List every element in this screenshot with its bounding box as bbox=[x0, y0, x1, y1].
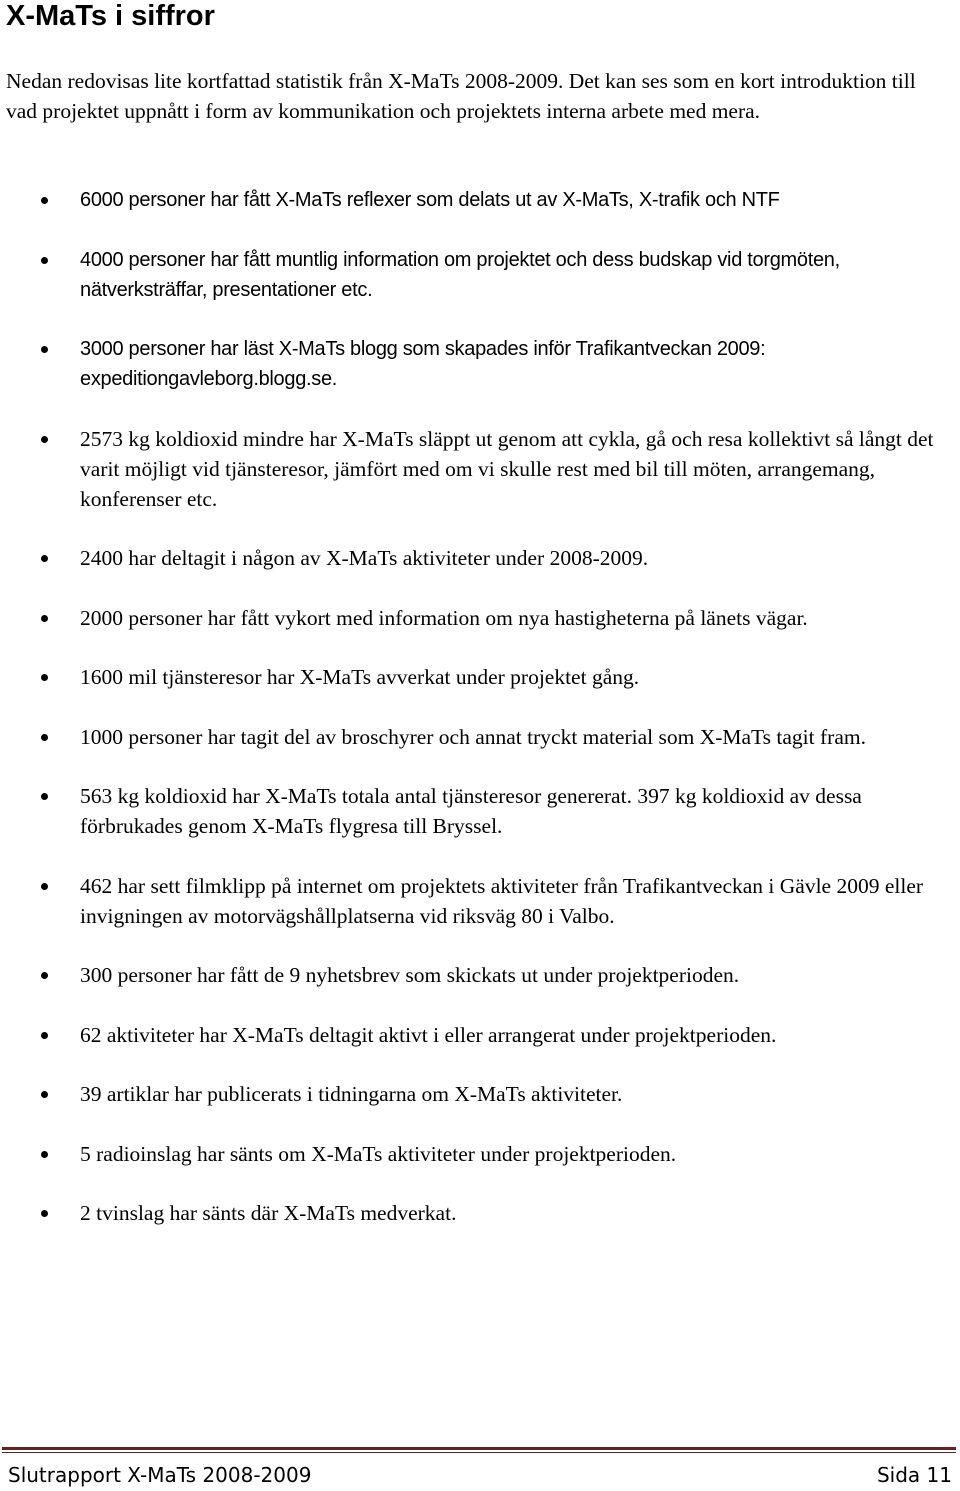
bullet-icon bbox=[41, 555, 48, 562]
list-item-text: 563 kg koldioxid har X-MaTs totala antal tjänsteresor genererat. 397 kg koldioxid av dessa förbrukades genom X-MaTs flygresa till Bryssel. bbox=[80, 784, 862, 838]
list-item-text: 2400 har deltagit i någon av X-MaTs aktiviteter under 2008-2009. bbox=[80, 546, 649, 570]
bullet-icon bbox=[41, 793, 48, 800]
bullet-icon bbox=[41, 1151, 48, 1158]
list-item-text: 1600 mil tjänsteresor har X-MaTs avverkat under projektet gång. bbox=[80, 665, 640, 689]
list-item-text: 2000 personer har fått vykort med information om nya hastigheterna på länets vägar. bbox=[80, 605, 808, 630]
bullet-icon bbox=[41, 197, 48, 204]
list-item-text: 5 radioinslag har sänts om X-MaTs aktiviteter under projektperioden. bbox=[80, 1141, 677, 1166]
list-item-text: 3000 personer har läst X-MaTs blogg som skapades inför Trafikantveckan 2009: expeditiongavleborg.blogg.se. bbox=[80, 338, 766, 390]
list-item bbox=[0, 781, 960, 841]
list-item bbox=[0, 871, 960, 931]
list-item-text: 2573 kg koldioxid mindre har X-MaTs släppt ut genom att cykla, gå och resa kollektivt så långt det varit möjligt vid tjänsteresor, jämfört med om vi skulle rest med bil till möten, arrangemang, konferenser etc. bbox=[80, 426, 934, 511]
footer-divider bbox=[2, 1447, 956, 1450]
bullet-icon bbox=[41, 1091, 48, 1098]
list-item bbox=[0, 543, 960, 573]
list-item-text: 2 tvinslag har sänts där X-MaTs medverkat. bbox=[80, 1201, 457, 1225]
list-item bbox=[0, 603, 960, 633]
bullet-icon bbox=[41, 436, 48, 443]
statistics-list bbox=[0, 185, 960, 1258]
list-item-text: 4000 personer har fått muntlig information om projektet och dess budskap vid torgmöten, nätverksträffar, presentationer etc. bbox=[80, 248, 840, 301]
list-item bbox=[0, 722, 960, 752]
bullet-icon bbox=[41, 674, 48, 681]
list-item bbox=[0, 424, 960, 514]
list-item bbox=[0, 185, 960, 215]
intro-paragraph: Nedan redovisas lite kortfattad statistik från X-MaTs 2008-2009. Det kan ses som en kort introduktion till vad projektet uppnått i form av kommunikation och projektets interna arbete med mera. bbox=[6, 69, 916, 123]
list-item-text: 62 aktiviteter har X-MaTs deltagit aktivt i eller arrangerat under projektperioden. bbox=[80, 1022, 777, 1047]
bullet-icon bbox=[41, 734, 48, 741]
list-item bbox=[0, 1079, 960, 1109]
footer-divider-thin bbox=[2, 1452, 956, 1453]
list-item bbox=[0, 1139, 960, 1169]
bullet-icon bbox=[41, 257, 48, 264]
bullet-icon bbox=[41, 1210, 48, 1217]
list-item-text: 6000 personer har fått X-MaTs reflexer som delats ut av X-MaTs, X-trafik och NTF bbox=[80, 189, 780, 211]
bullet-icon bbox=[41, 883, 48, 890]
list-item-text: 1000 personer har tagit del av broschyrer och annat tryckt material som X-MaTs tagit fram. bbox=[80, 724, 866, 749]
list-item-text: 462 har sett filmklipp på internet om projektets aktiviteter från Trafikantveckan i Gävle 2009 eller invigningen av motorvägshållplatserna vid riksväg 80 i Valbo. bbox=[80, 873, 924, 928]
list-item bbox=[0, 662, 960, 692]
bullet-icon bbox=[41, 1032, 48, 1039]
page-title: X-MaTs i siffror bbox=[6, 0, 215, 32]
list-item bbox=[0, 245, 960, 305]
footer-page-number: Sida 11 bbox=[876, 1463, 952, 1487]
list-item bbox=[0, 960, 960, 990]
list-item bbox=[0, 1020, 960, 1050]
bullet-icon bbox=[41, 346, 48, 353]
list-item bbox=[0, 1198, 960, 1228]
list-item-text: 300 personer har fått de 9 nyhetsbrev som skickats ut under projektperioden. bbox=[80, 963, 740, 987]
footer-report-title: Slutrapport X-MaTs 2008-2009 bbox=[8, 1463, 312, 1487]
list-item-text: 39 artiklar har publicerats i tidningarna om X-MaTs aktiviteter. bbox=[80, 1082, 623, 1106]
list-item bbox=[0, 334, 960, 394]
bullet-icon bbox=[41, 972, 48, 979]
bullet-icon bbox=[41, 615, 48, 622]
